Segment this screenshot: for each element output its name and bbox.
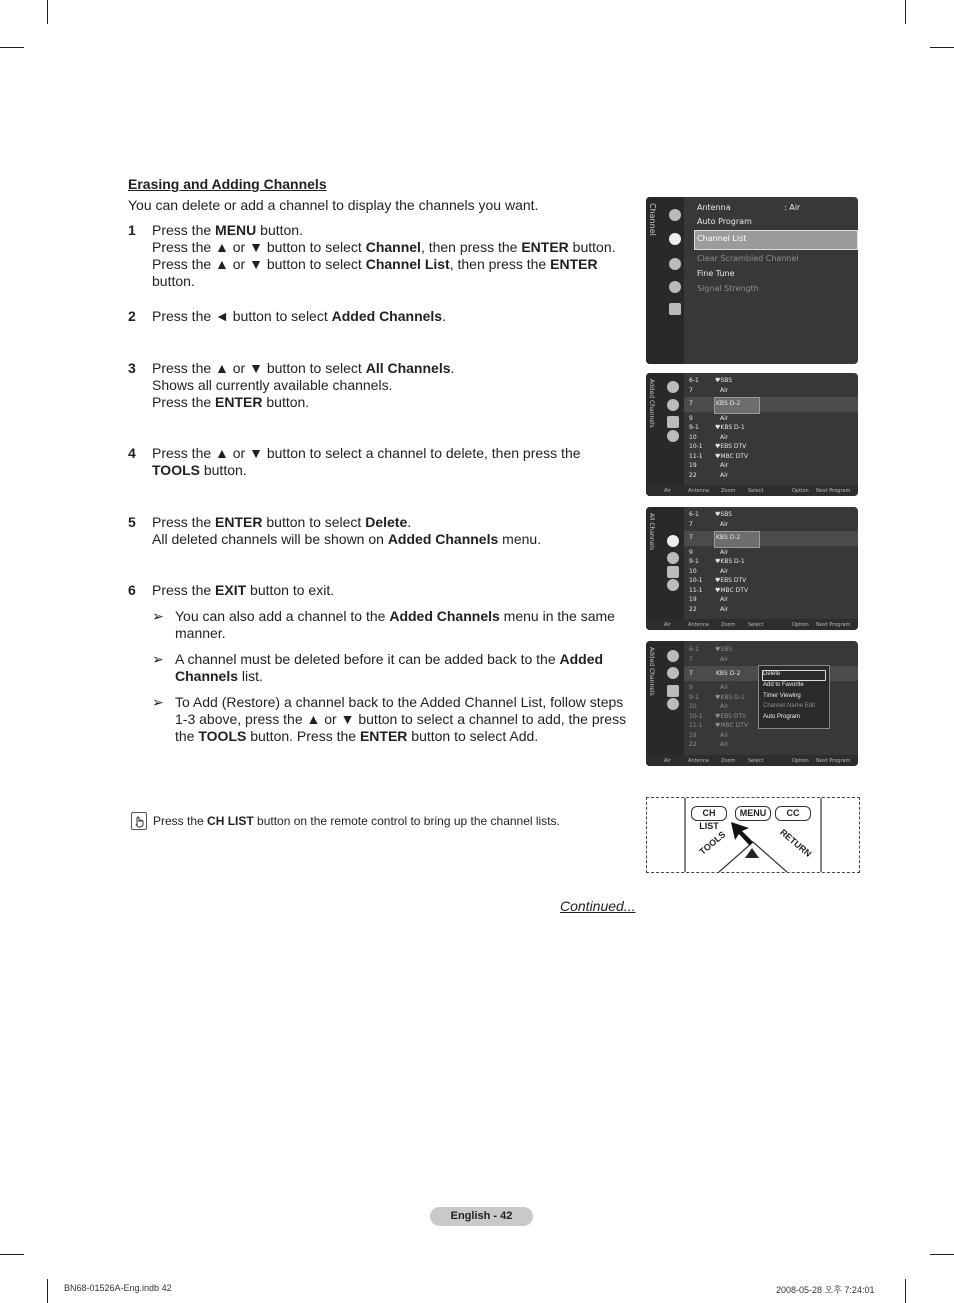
channel-row[interactable]: Air — [720, 521, 729, 528]
crop-mark — [930, 1254, 954, 1255]
tools-button[interactable]: TOOLS — [697, 829, 728, 857]
menu-button[interactable]: MENU — [735, 806, 771, 821]
osd-footer — [646, 619, 858, 630]
osd-clear-scrambled[interactable]: Clear Scrambled Channel — [697, 254, 799, 263]
step-6: Press the EXIT button to exit. — [152, 582, 335, 598]
channel-number: 19 — [689, 596, 697, 603]
channel-row[interactable]: ♥SBS — [715, 377, 733, 384]
channel-row[interactable]: Air — [720, 606, 729, 613]
channel-number: 10 — [689, 703, 697, 710]
channel-row[interactable]: ♥SBS — [715, 646, 733, 653]
popup-add-favorite[interactable]: Add to Favorite — [763, 682, 804, 688]
added-channels-icon — [667, 552, 679, 564]
osd-side-label: Channel — [648, 203, 657, 236]
channel-icon — [669, 233, 681, 245]
osd-auto-program[interactable]: Auto Program — [697, 217, 752, 226]
input-icon — [669, 281, 681, 293]
note-1: You can also add a channel to the Added Channels menu in the same manner. — [175, 608, 615, 641]
channel-row[interactable]: ♥EBS DTV — [715, 713, 747, 720]
all-channels-icon — [667, 650, 679, 662]
channel-row[interactable]: ♥MBC DTV — [715, 453, 749, 460]
ch-list-button[interactable]: CH LIST — [691, 806, 727, 821]
footer-select[interactable]: Select — [748, 758, 764, 764]
footer-select[interactable]: Select — [748, 622, 764, 628]
footer-zoom[interactable]: Zoom — [721, 758, 736, 764]
footer-option[interactable]: Option — [792, 488, 809, 494]
tip-text: Press the CH LIST button on the remote control to bring up the channel lists. — [153, 814, 560, 828]
channel-row[interactable]: Air — [720, 596, 729, 603]
channel-number: 19 — [689, 732, 697, 739]
note-2: A channel must be deleted before it can be added back to the Added Channels list. — [175, 651, 604, 684]
favorite-icon — [667, 416, 679, 428]
osd-signal-strength[interactable]: Signal Strength — [697, 284, 759, 293]
channel-number: 7 — [689, 521, 693, 528]
channel-number: 7 — [689, 670, 693, 677]
channel-number: 9-1 — [689, 694, 699, 701]
channel-number: 22 — [689, 472, 697, 479]
footer-option[interactable]: Option — [792, 758, 809, 764]
channel-number: 22 — [689, 606, 697, 613]
channel-row[interactable]: ♥KBS D-1 — [715, 558, 745, 565]
osd-antenna[interactable]: Antenna — [697, 203, 731, 212]
channel-row[interactable]: Air — [720, 387, 729, 394]
favorite-icon — [667, 685, 679, 697]
channel-row[interactable]: Air — [720, 415, 729, 422]
setup-icon — [669, 258, 681, 270]
channel-row[interactable]: KBS D-2 — [716, 670, 741, 677]
footer-next-program[interactable]: Next Program — [816, 488, 851, 494]
application-icon — [669, 303, 681, 315]
channel-row[interactable]: Air — [720, 462, 729, 469]
channel-row[interactable]: Air — [720, 434, 729, 441]
note-arrow-icon: ➢ — [152, 651, 164, 667]
channel-row[interactable]: Air — [720, 472, 729, 479]
step-3: Press the ▲ or ▼ button to select All Channels. Shows all currently available channels. Press the ENTER button. — [152, 360, 455, 410]
tools-popup — [758, 665, 830, 729]
continued-label: Continued... — [560, 898, 636, 914]
channel-number: 7 — [689, 400, 693, 407]
channel-number: 7 — [689, 534, 693, 541]
channel-number: 9 — [689, 415, 693, 422]
footer-next-program[interactable]: Next Program — [816, 758, 851, 764]
file-info: BN68-01526A-Eng.indb 42 — [64, 1283, 172, 1293]
popup-delete[interactable]: Delete — [763, 671, 781, 677]
channel-row[interactable]: ♥SBS — [715, 511, 733, 518]
channel-row[interactable]: ♥EBS DTV — [715, 577, 747, 584]
step-number: 5 — [128, 514, 136, 530]
channel-row[interactable]: Air — [720, 568, 729, 575]
popup-channel-name-edit[interactable]: Channel Name Edit — [763, 703, 816, 709]
footer-select[interactable]: Select — [748, 488, 764, 494]
channel-number: 9 — [689, 549, 693, 556]
step-number: 6 — [128, 582, 136, 598]
crop-mark — [47, 1279, 48, 1303]
channel-row[interactable]: Air — [720, 684, 729, 691]
channel-row[interactable]: Air — [720, 741, 729, 748]
osd-footer — [646, 485, 858, 496]
all-channels-icon — [667, 381, 679, 393]
channel-row[interactable]: Air — [720, 732, 729, 739]
channel-number: 7 — [689, 656, 693, 663]
crop-mark — [0, 47, 24, 48]
popup-timer-viewing[interactable]: Timer Viewing — [763, 693, 801, 699]
all-channels-icon — [667, 535, 679, 547]
channel-number: 10-1 — [689, 443, 703, 450]
channel-row[interactable]: ♥MBC DTV — [715, 722, 749, 729]
footer-next-program[interactable]: Next Program — [816, 622, 851, 628]
channel-row[interactable]: ♥KBS D-1 — [715, 424, 745, 431]
added-channels-icon — [667, 399, 679, 411]
footer-antenna[interactable]: Antenna — [688, 488, 710, 494]
osd-channel-list[interactable]: Channel List — [697, 234, 747, 243]
channel-number: 19 — [689, 462, 697, 469]
channel-number: 11-1 — [689, 453, 703, 460]
page-number-badge: English - 42 — [430, 1207, 533, 1226]
popup-auto-program[interactable]: Auto Program — [763, 714, 801, 720]
channel-number: 10-1 — [689, 577, 703, 584]
footer-antenna[interactable]: Antenna — [688, 622, 710, 628]
osd-side-label: Added Channels — [648, 379, 655, 428]
step-number: 4 — [128, 445, 136, 461]
step-number: 3 — [128, 360, 136, 376]
crop-mark — [47, 0, 48, 24]
channel-number: 9-1 — [689, 424, 699, 431]
programmed-icon — [667, 579, 679, 591]
step-2: Press the ◄ button to select Added Channels. — [152, 308, 446, 324]
channel-row[interactable]: KBS D-2 — [716, 400, 741, 407]
pointer-arrow-icon — [727, 818, 757, 846]
crop-mark — [905, 1279, 906, 1303]
channel-row[interactable]: Air — [720, 703, 729, 710]
footer-antenna[interactable]: Antenna — [688, 758, 710, 764]
crop-mark — [0, 1254, 24, 1255]
footer-zoom[interactable]: Zoom — [721, 622, 736, 628]
channel-number: 11-1 — [689, 722, 703, 729]
osd-footer — [646, 755, 858, 766]
footer-air: Air — [664, 488, 671, 494]
osd-fine-tune[interactable]: Fine Tune — [697, 269, 735, 278]
print-timestamp: 2008-05-28 오후 7:24:01 — [776, 1285, 875, 1295]
channel-number: 10 — [689, 434, 697, 441]
footer-air: Air — [664, 622, 671, 628]
channel-row[interactable]: KBS D-2 — [716, 534, 741, 541]
channel-row[interactable]: ♥MBC DTV — [715, 587, 749, 594]
channel-number: 6-1 — [689, 377, 699, 384]
added-channels-icon — [667, 667, 679, 679]
channel-row[interactable]: ♥KBS D-1 — [715, 694, 745, 701]
remote-control-illustration — [646, 797, 860, 873]
programmed-icon — [667, 430, 679, 442]
osd-side-label: All Channels — [648, 513, 655, 551]
osd-channel-menu — [646, 197, 858, 364]
step-number: 2 — [128, 308, 136, 324]
crop-mark — [930, 47, 954, 48]
row-highlight — [684, 397, 858, 412]
note-arrow-icon: ➢ — [152, 694, 164, 710]
osd-side-label: Added Channels — [648, 647, 655, 696]
channel-number: 9-1 — [689, 558, 699, 565]
step-4: Press the ▲ or ▼ button to select a channel to delete, then press the TOOLS button. — [152, 445, 581, 478]
cc-button[interactable]: CC — [775, 806, 811, 821]
favorite-icon — [667, 566, 679, 578]
channel-number: 6-1 — [689, 511, 699, 518]
step-5: Press the ENTER button to select Delete. All deleted channels will be shown on Added Channels menu. — [152, 514, 542, 547]
hand-pointer-icon — [131, 812, 147, 830]
step-1: Press the MENU button. Press the ▲ or ▼ button to select Channel, then press the ENTER button. Press the ▲ or ▼ button to select Channel List, then press the ENTER button. — [152, 222, 616, 289]
footer-option[interactable]: Option — [792, 622, 809, 628]
step-number: 1 — [128, 222, 136, 238]
note-arrow-icon: ➢ — [152, 608, 164, 624]
channel-row[interactable]: ♥EBS DTV — [715, 443, 747, 450]
up-arrow-icon[interactable] — [742, 846, 762, 860]
osd-antenna-value: : Air — [784, 203, 801, 212]
section-intro: You can delete or add a channel to display the channels you want. — [128, 197, 539, 213]
osd-all-channels — [646, 507, 858, 630]
footer-air: Air — [664, 758, 671, 764]
channel-number: 7 — [689, 387, 693, 394]
channel-number: 6-1 — [689, 646, 699, 653]
channel-number: 11-1 — [689, 587, 703, 594]
return-button[interactable]: RETURN — [778, 827, 814, 859]
channel-number: 10 — [689, 568, 697, 575]
crop-mark — [905, 0, 906, 24]
section-title: Erasing and Adding Channels — [128, 176, 327, 192]
osd-added-channels — [646, 373, 858, 496]
footer-zoom[interactable]: Zoom — [721, 488, 736, 494]
note-3: To Add (Restore) a channel back to the Added Channel List, follow steps 1-3 above, press the ▲ or ▼ button to select a channel to add, the press the TOOLS button. Press the ENTER button to select Add. — [175, 694, 627, 744]
channel-number: 10-1 — [689, 713, 703, 720]
channel-number: 22 — [689, 741, 697, 748]
row-highlight — [684, 531, 858, 546]
channel-row[interactable]: Air — [720, 656, 729, 663]
channel-number: 9 — [689, 684, 693, 691]
channel-row[interactable]: Air — [720, 549, 729, 556]
picture-icon — [669, 209, 681, 221]
programmed-icon — [667, 698, 679, 710]
